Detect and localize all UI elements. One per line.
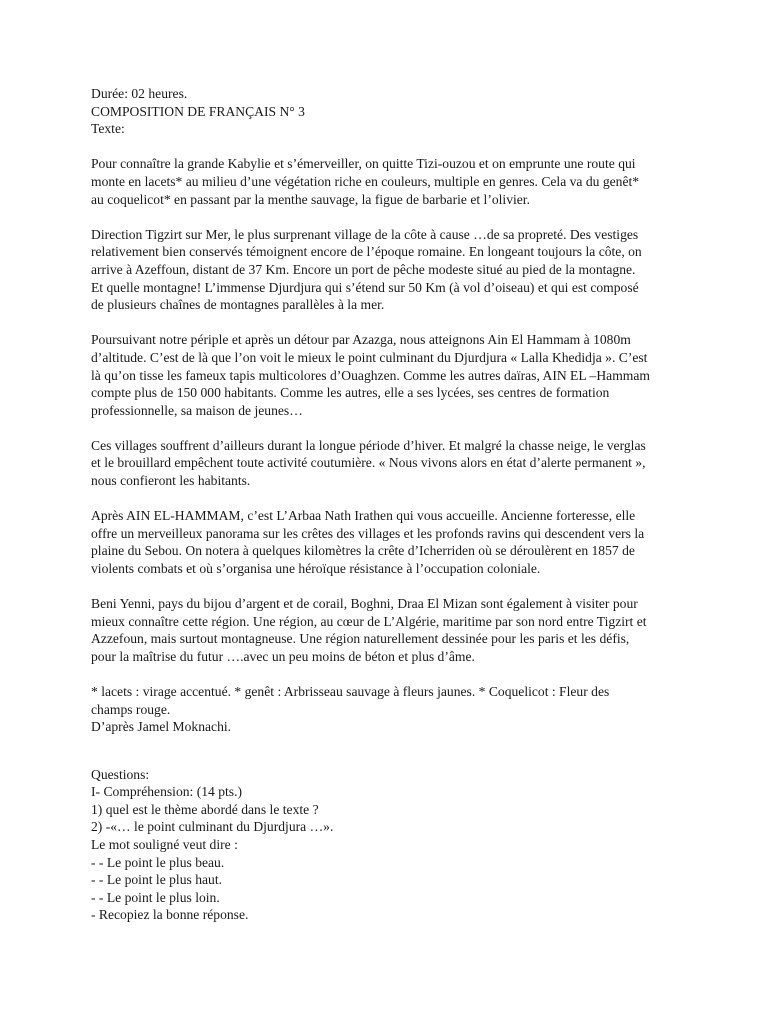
answer-option: - - Le point le plus beau. xyxy=(91,854,225,870)
paragraph-line: là qu’on tisse les fameux tapis multicolores d’Ouaghzen. Comme les autres daïras, AIN EL –Hammam xyxy=(91,367,650,383)
text-label: Texte: xyxy=(91,121,125,137)
header-block xyxy=(91,85,683,138)
composition-title: COMPOSITION DE FRANÇAIS N° 3 xyxy=(91,103,305,119)
answer-option: - - Le point le plus haut. xyxy=(91,872,222,888)
questions-block xyxy=(91,766,683,924)
answer-option: - - Le point le plus loin. xyxy=(91,889,220,905)
text-paragraph xyxy=(91,507,683,577)
comprehension-heading: I- Compréhension: (14 pts.) xyxy=(91,784,243,800)
paragraph-line: violents combats et où s’organisa une héroïque résistance à l’occupation coloniale. xyxy=(91,561,541,577)
footnote-line: champs rouge. xyxy=(91,701,171,717)
paragraph-line: Direction Tigzirt sur Mer, le plus surprenant village de la côte à cause …de sa propreté. Des vestiges xyxy=(91,226,639,242)
paragraph-line: Pour connaître la grande Kabylie et s’émerveiller, on quitte Tizi-ouzou et on emprunte une route qui xyxy=(91,156,636,172)
text-paragraph xyxy=(91,595,683,665)
paragraph-line: compte plus de 150 000 habitants. Comme les autres, elle a ses lycées, ses centres de formation xyxy=(91,385,610,401)
paragraph-line: relativement bien conservés témoignent encore de l’époque romaine. En longeant toujours la côte, on xyxy=(91,244,642,260)
paragraph-line: arrive à Azeffoun, distant de 37 Km. Encore un port de pêche modeste situé au pied de la montagne. xyxy=(91,261,636,277)
paragraph-line: Après AIN EL-HAMMAM, c’est L’Arbaa Nath Irathen qui vous accueille. Ancienne forteresse, elle xyxy=(91,508,636,524)
text-paragraph xyxy=(91,155,683,208)
question-2: 2) -«… le point culminant du Djurdjura …». xyxy=(91,819,334,835)
footnotes-block xyxy=(91,683,683,736)
paragraph-line: et le brouillard empêchent toute activité coutumière. « Nous vivons alors en état d’alerte permanent », xyxy=(91,455,646,471)
paragraph-line: Beni Yenni, pays du bijou d’argent et de corail, Boghni, Draa El Mizan sont également à visiter pour xyxy=(91,596,638,612)
text-paragraph xyxy=(91,331,683,419)
paragraph-line: plaine du Sebou. On notera à quelques kilomètres la crête d’Icherriden où se déroulèrent en 1857 de xyxy=(91,543,635,559)
paragraph-line: monte en lacets* au milieu d’une végétation riche en couleurs, multiple en genres. Cela va du genêt* xyxy=(91,173,640,189)
text-paragraph xyxy=(91,437,683,490)
paragraph-line: nous confieront les habitants. xyxy=(91,473,251,489)
paragraph-line: au coquelicot* en passant par la menthe sauvage, la figue de barbarie et l’olivier. xyxy=(91,191,530,207)
paragraph-line: Ces villages souffrent d’ailleurs durant la longue période d’hiver. Et malgré la chasse neige, le verglas xyxy=(91,437,646,453)
text-paragraph xyxy=(91,226,683,314)
paragraph-line: d’altitude. C’est de là que l’on voit le mieux le point culminant du Djurdjura « Lalla Khedidja ». C’est xyxy=(91,349,648,365)
paragraph-line: mieux connaître cette région. Une région, au cœur de L’Algérie, maritime par son nord entre Tigzirt et xyxy=(91,613,647,629)
instruction-line: - Recopiez la bonne réponse. xyxy=(91,907,249,923)
footnote-line: * lacets : virage accentué. * genêt : Arbrisseau sauvage à fleurs jaunes. * Coquelicot : Fleur des xyxy=(91,684,610,700)
paragraph-line: de plusieurs chaînes de montagnes parallèles à la mer. xyxy=(91,297,385,313)
question-2-prompt: Le mot souligné veut dire : xyxy=(91,836,238,852)
attribution: D’après Jamel Moknachi. xyxy=(91,719,232,735)
paragraph-line: Poursuivant notre périple et après un détour par Azazga, nous atteignons Ain El Hammam à 1080m xyxy=(91,332,631,348)
paragraph-line: offre un merveilleux panorama sur les crêtes des villages et les profonds ravins qui descendent vers la xyxy=(91,525,645,541)
paragraph-line: pour la maîtrise du futur ….avec un peu moins de béton et plus d’âme. xyxy=(91,649,475,664)
paragraph-line: Azzefoun, mais surtout montagneuse. Une région naturellement dessinée pour les paris et les défis, xyxy=(91,631,630,647)
question-1: 1) quel est le thème abordé dans le texte ? xyxy=(91,801,319,817)
text-paragraphs xyxy=(91,155,683,665)
duration-line: Durée: 02 heures. xyxy=(91,86,188,101)
questions-heading: Questions: xyxy=(91,766,150,782)
paragraph-line: professionnelle, sa maison de jeunes… xyxy=(91,402,303,418)
paragraph-line: Et quelle montagne! L’immense Djurdjura qui s’étend sur 50 Km (à vol d’oiseau) et qui est composé xyxy=(91,279,639,295)
document-body xyxy=(91,85,683,924)
